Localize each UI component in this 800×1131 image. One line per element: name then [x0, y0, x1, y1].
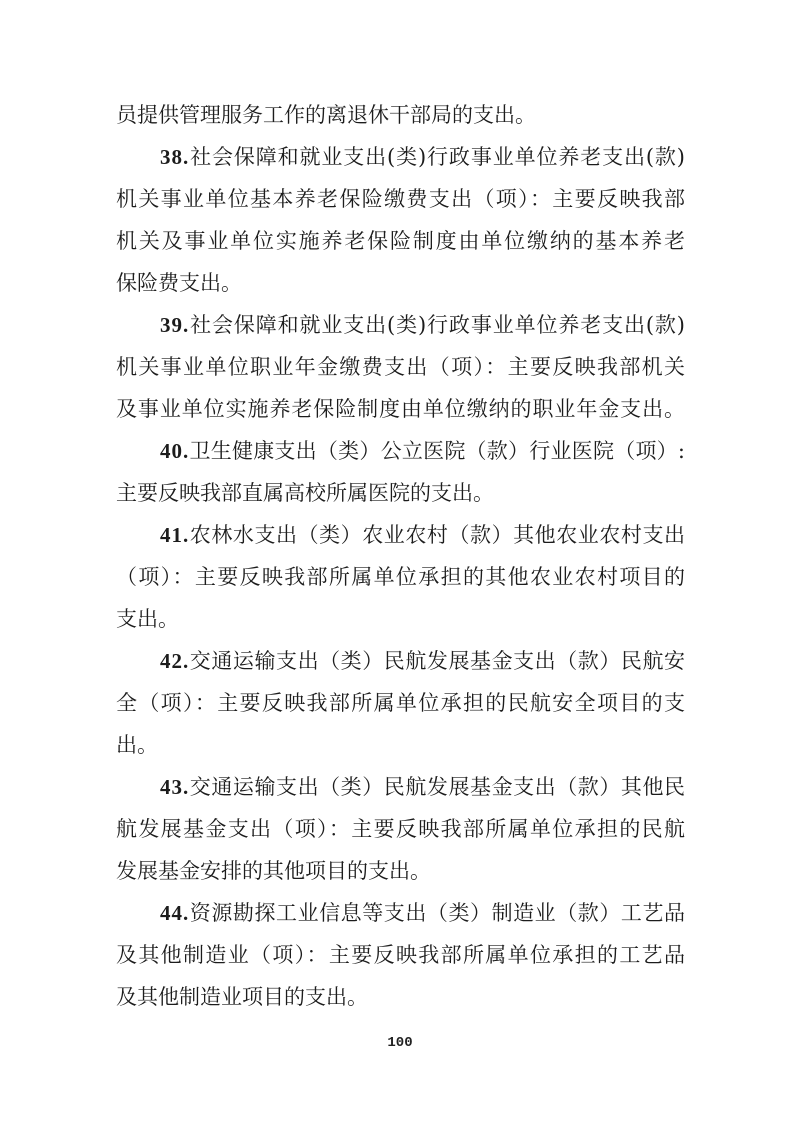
- text-line-content: 出。: [116, 733, 158, 757]
- text-line: [116, 892, 685, 934]
- text-line-content: 机关事业单位基本养老保险缴费支出（项）：主要反映我部: [116, 187, 685, 211]
- text-line: [116, 304, 685, 346]
- text-line-content: 航发展基金支出（项）：主要反映我部所属单位承担的民航: [116, 817, 685, 841]
- text-line: [116, 682, 685, 724]
- text-line-content: 保险费支出。: [116, 271, 242, 295]
- body-text: [116, 94, 685, 1018]
- text-line: [116, 346, 685, 388]
- text-line: [116, 94, 685, 136]
- paragraph-number: 40.: [160, 439, 190, 463]
- text-line: [116, 430, 685, 472]
- text-line: [116, 850, 685, 892]
- paragraph: [116, 766, 685, 892]
- text-line-content: 交通运输支出（类）民航发展基金支出（款）民航安: [189, 649, 685, 673]
- text-line: [116, 178, 685, 220]
- text-line-content: 卫生健康支出（类）公立医院（款）行业医院（项）:: [189, 439, 685, 463]
- paragraph-number: 38.: [160, 145, 190, 169]
- text-line: [116, 766, 685, 808]
- paragraph: [116, 304, 685, 430]
- text-line: [116, 808, 685, 850]
- text-line: [116, 640, 685, 682]
- paragraph-number: 42.: [160, 649, 190, 673]
- text-line: [116, 724, 685, 766]
- text-line: [116, 514, 685, 556]
- text-line: [116, 976, 685, 1018]
- text-line-content: （项）：主要反映我部所属单位承担的其他农业农村项目的: [116, 565, 685, 589]
- text-line-content: 社会保障和就业支出(类)行政事业单位养老支出(款): [189, 145, 685, 169]
- text-line: [116, 262, 685, 304]
- text-line: [116, 220, 685, 262]
- paragraph: [116, 94, 685, 136]
- text-line: [116, 472, 685, 514]
- text-line: [116, 598, 685, 640]
- text-line-content: 及其他制造业项目的支出。: [116, 985, 368, 1009]
- text-line-content: 发展基金安排的其他项目的支出。: [116, 859, 431, 883]
- text-line: [116, 136, 685, 178]
- text-line-content: 主要反映我部直属高校所属医院的支出。: [116, 481, 494, 505]
- page-number: 100: [387, 1035, 413, 1051]
- text-line-content: 支出。: [116, 607, 179, 631]
- paragraph-number: 44.: [160, 901, 190, 925]
- paragraph: [116, 514, 685, 640]
- text-line-content: 机关及事业单位实施养老保险制度由单位缴纳的基本养老: [116, 229, 685, 253]
- text-line-content: 社会保障和就业支出(类)行政事业单位养老支出(款): [189, 313, 685, 337]
- text-line-content: 及其他制造业（项）：主要反映我部所属单位承担的工艺品: [116, 943, 685, 967]
- text-line: [116, 556, 685, 598]
- text-line-content: 资源勘探工业信息等支出（类）制造业（款）工艺品: [189, 901, 685, 925]
- paragraph: [116, 136, 685, 304]
- text-line-content: 全（项）：主要反映我部所属单位承担的民航安全项目的支: [116, 691, 685, 715]
- paragraph-number: 41.: [160, 523, 190, 547]
- text-line-content: 农林水支出（类）农业农村（款）其他农业农村支出: [189, 523, 685, 547]
- text-line-content: 及事业单位实施养老保险制度由单位缴纳的职业年金支出。: [116, 397, 685, 421]
- text-line: [116, 934, 685, 976]
- paragraph: [116, 892, 685, 1018]
- paragraph: [116, 430, 685, 514]
- text-line-content: 机关事业单位职业年金缴费支出（项）：主要反映我部机关: [116, 355, 685, 379]
- paragraph: [116, 640, 685, 766]
- paragraph-number: 39.: [160, 313, 190, 337]
- paragraph-number: 43.: [160, 775, 190, 799]
- text-line-content: 员提供管理服务工作的离退休干部局的支出。: [116, 103, 536, 127]
- text-line-content: 交通运输支出（类）民航发展基金支出（款）其他民: [189, 775, 685, 799]
- text-line: [116, 388, 685, 430]
